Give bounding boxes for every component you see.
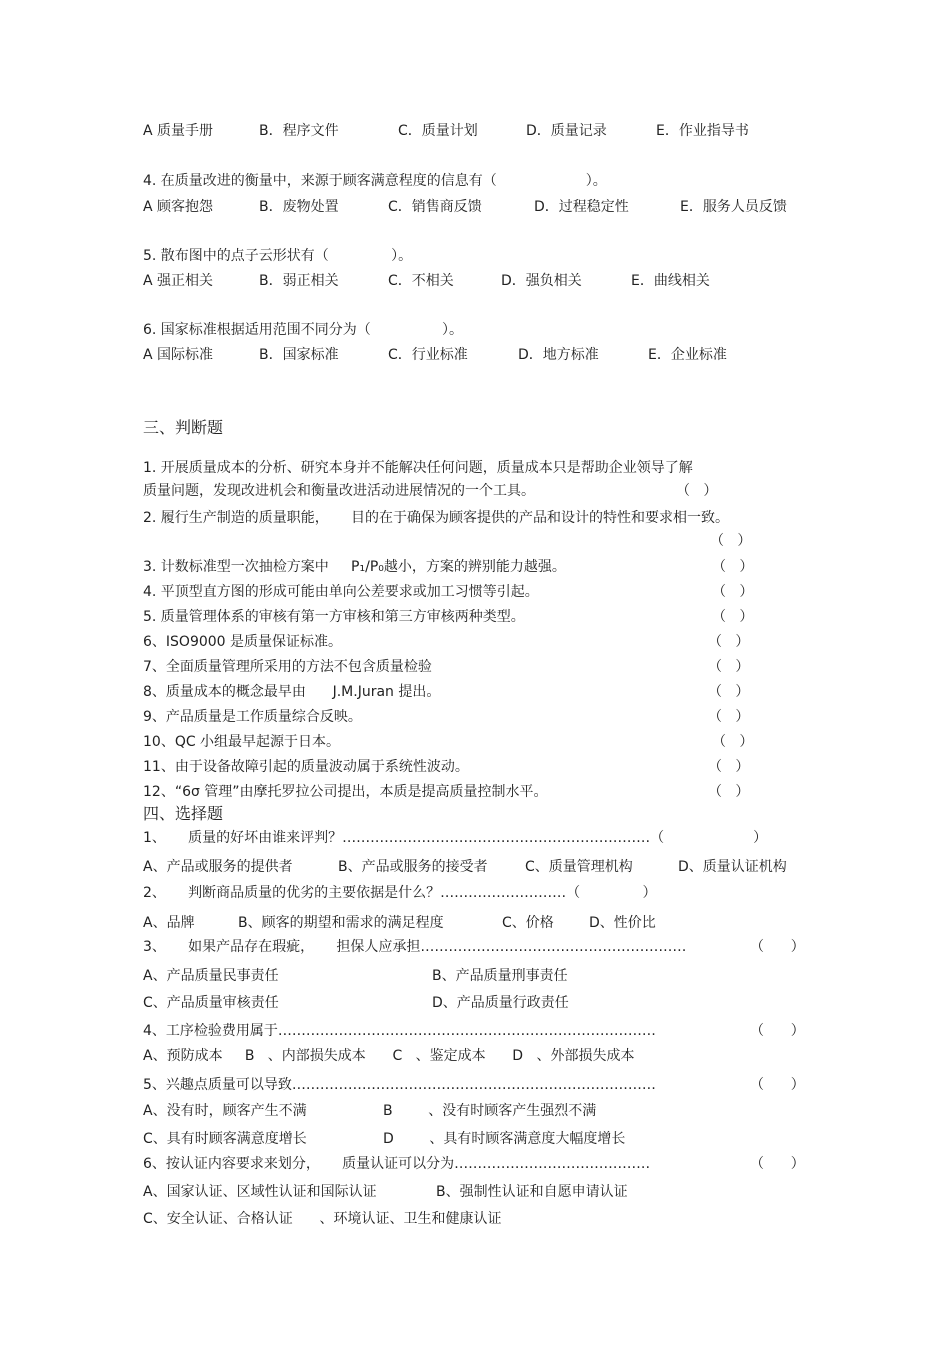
choice-6-paren: （ ） [750, 1156, 805, 1172]
judge-10: 10、QC 小组最早起源于日本。 [143, 734, 341, 750]
judge-9: 9、产品质量是工作质量综合反映。 [143, 709, 362, 725]
judge-5: 5. 质量管理体系的审核有第一方审核和第三方审核两种类型。 [143, 609, 525, 625]
choice-6-option-c: C、安全认证、合格认证 、环境认证、卫生和健康认证 [143, 1211, 502, 1227]
choice-3-option-d: D、产品质量行政责任 [432, 995, 569, 1011]
q4-option-e: E．服务人员反馈 [680, 199, 787, 215]
choice-4-paren: （ ） [750, 1023, 805, 1039]
choice-5-option-b: B 、没有时顾客产生强烈不满 [383, 1103, 597, 1119]
q5-option-c: C．不相关 [388, 273, 454, 289]
q6-option-c: C．行业标准 [388, 347, 468, 363]
choice-3-option-b: B、产品质量刑事责任 [432, 968, 568, 984]
q4-option-d: D．过程稳定性 [534, 199, 629, 215]
choice-6-option-a: A、国家认证、区域性认证和国际认证 [143, 1184, 377, 1200]
choice-2-option-a: A、品牌 [143, 915, 195, 931]
q5-option-b: B．弱正相关 [259, 273, 339, 289]
section3-title: 三、判断题 [143, 418, 224, 437]
judge-12-paren: （ ） [708, 784, 750, 800]
q6-question: 6. 国家标准根据适用范围不同分为（ ）。 [143, 322, 464, 338]
judge-10-paren: （ ） [712, 734, 754, 750]
choice-5-option-a: A、没有时，顾客产生不满 [143, 1103, 307, 1119]
choice-3-question: 3、 如果产品存在瑕疵， 担保人应承担………………………………………………… [143, 939, 687, 955]
choice-5-option-d: D 、具有时顾客满意度大幅度增长 [383, 1131, 626, 1147]
q6-option-a: A 国际标准 [143, 347, 214, 363]
q4-option-a: A 顾客抱怨 [143, 199, 214, 215]
judge-6: 6、ISO9000 是质量保证标准。 [143, 634, 343, 650]
judge-2: 2. 履行生产制造的质量职能， 目的在于确保为顾客提供的产品和设计的特性和要求相一致。 [143, 510, 730, 526]
choice-3-option-a: A、产品质量民事责任 [143, 968, 279, 984]
choice-2-question: 2、 判断商品质量的优劣的主要依据是什么？………………………（ ） [143, 885, 657, 901]
judge-1-line2: 质量问题，发现改进机会和衡量改进活动进展情况的一个工具。 [143, 483, 535, 499]
q4-option-b: B．废物处置 [259, 199, 339, 215]
q3-option-d: D．质量记录 [526, 123, 607, 139]
judge-8-paren: （ ） [708, 684, 750, 700]
judge-4: 4. 平顶型直方图的形成可能由单向公差要求或加工习惯等引起。 [143, 584, 539, 600]
judge-2-paren: （ ） [710, 533, 752, 549]
q3-option-a: A 质量手册 [143, 123, 214, 139]
judge-8: 8、质量成本的概念最早由 J.M.Juran 提出。 [143, 684, 441, 700]
choice-1-option-d: D、质量认证机构 [678, 859, 787, 875]
judge-11: 11、由于设备故障引起的质量波动属于系统性波动。 [143, 759, 469, 775]
judge-11-paren: （ ） [708, 759, 750, 775]
q3-option-e: E．作业指导书 [656, 123, 749, 139]
choice-1-question: 1、 质量的好坏由谁来评判？…………………………………………………………（ ） [143, 830, 768, 846]
judge-1-paren: （ ） [676, 483, 718, 499]
choice-3-option-c: C、产品质量审核责任 [143, 995, 279, 1011]
judge-6-paren: （ ） [708, 634, 750, 650]
judge-3-paren: （ ） [712, 559, 754, 575]
choice-1-option-a: A、产品或服务的提供者 [143, 859, 293, 875]
choice-1-option-c: C、质量管理机构 [525, 859, 633, 875]
choice-2-option-d: D、性价比 [589, 915, 656, 931]
choice-5-question: 5、兴趣点质量可以导致…………………………………………………………………… [143, 1077, 656, 1093]
judge-7-paren: （ ） [708, 659, 750, 675]
q4-question: 4. 在质量改进的衡量中，来源于顾客满意程度的信息有（ ）。 [143, 173, 607, 189]
judge-9-paren: （ ） [708, 709, 750, 725]
q5-option-e: E．曲线相关 [631, 273, 710, 289]
judge-4-paren: （ ） [712, 584, 754, 600]
judge-12: 12、“6σ 管理”由摩托罗拉公司提出，本质是提高质量控制水平。 [143, 784, 548, 800]
q6-option-b: B．国家标准 [259, 347, 339, 363]
judge-3: 3. 计数标准型一次抽检方案中 P₁/P₀越小，方案的辨别能力越强。 [143, 559, 566, 575]
q5-option-d: D．强负相关 [501, 273, 582, 289]
q3-option-b: B．程序文件 [259, 123, 339, 139]
choice-2-option-b: B、顾客的期望和需求的满足程度 [238, 915, 444, 931]
q4-option-c: C．销售商反馈 [388, 199, 482, 215]
choice-3-paren: （ ） [750, 939, 805, 955]
choice-5-option-c: C、具有时顾客满意度增长 [143, 1131, 307, 1147]
choice-6-option-b: B、强制性认证和自愿申请认证 [436, 1184, 628, 1200]
q3-option-c: C．质量计划 [398, 123, 478, 139]
judge-5-paren: （ ） [712, 609, 754, 625]
choice-6-question: 6、按认证内容要求来划分， 质量认证可以分为…………………………………… [143, 1156, 651, 1172]
q6-option-d: D．地方标准 [518, 347, 599, 363]
q5-option-a: A 强正相关 [143, 273, 214, 289]
judge-1-line1: 1. 开展质量成本的分析、研究本身并不能解决任何问题，质量成本只是帮助企业领导了解 [143, 460, 693, 476]
q6-option-e: E．企业标准 [648, 347, 727, 363]
choice-1-option-b: B、产品或服务的接受者 [338, 859, 488, 875]
choice-5-paren: （ ） [750, 1077, 805, 1093]
judge-7: 7、全面质量管理所采用的方法不包含质量检验 [143, 659, 432, 675]
section4-title: 四、选择题 [143, 804, 224, 823]
choice-2-option-c: C、价格 [502, 915, 554, 931]
choice-4-question: 4、工序检验费用属于……………………………………………………………………… [143, 1023, 656, 1039]
choice-4-options: A、预防成本 B 、内部损失成本 C 、鉴定成本 D 、外部损失成本 [143, 1048, 635, 1064]
q5-question: 5. 散布图中的点子云形状有（ ）。 [143, 248, 413, 264]
